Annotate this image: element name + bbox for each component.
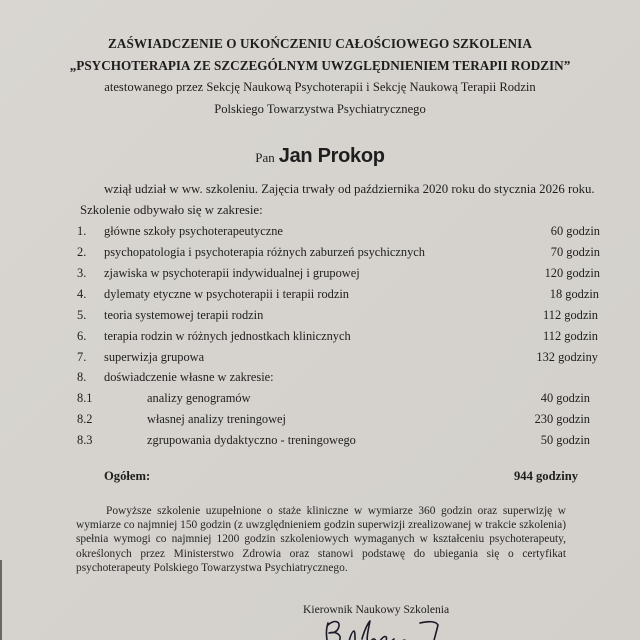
item-hours: 70 godzin (550, 245, 600, 259)
certificate-title: ZAŚWIADCZENIE O UKOŃCZENIU CAŁOŚCIOWEGO SZKOLENIA (107, 36, 533, 51)
item-number: 1. (77, 224, 87, 238)
item-number: 8.1 (77, 391, 93, 405)
curriculum-subitem (0, 412, 640, 432)
item-hours: 50 godzin (540, 433, 590, 447)
item-number: 8.3 (77, 433, 93, 447)
handwritten-signature (320, 617, 450, 640)
recipient-line (0, 145, 640, 168)
item-hours: 18 godzin (549, 287, 599, 301)
item-number: 3. (77, 266, 87, 280)
curriculum-item (0, 245, 640, 265)
item-hours: 112 godzin (543, 329, 598, 343)
item-hours: 120 godzin (544, 266, 600, 280)
curriculum-subitem (0, 391, 640, 411)
curriculum-item (0, 224, 640, 244)
item-number: 8. (77, 370, 87, 384)
item-number: 6. (77, 329, 87, 343)
curriculum-item (0, 266, 640, 286)
curriculum-item (0, 350, 640, 370)
total-label: Ogółem: (104, 469, 151, 483)
item-number: 8.2 (77, 412, 93, 426)
item-number: 2. (77, 245, 87, 259)
curriculum-item (0, 308, 640, 328)
accreditation-organization: Polskiego Towarzystwa Psychiatrycznego (214, 102, 426, 116)
item-label: psychopatologia i psychoterapia różnych zaburzeń psychicznych (104, 245, 426, 259)
curriculum-item (0, 370, 640, 390)
item-label: superwizja grupowa (104, 350, 205, 364)
item-label: zjawiska w psychoterapii indywidualnej i grupowej (104, 266, 360, 280)
item-hours: 230 godzin (534, 412, 590, 426)
item-number: 4. (77, 287, 87, 301)
item-label: dylematy etyczne w psychoterapii i terapii rodzin (104, 287, 349, 301)
item-label: analizy genogramów (147, 391, 251, 405)
item-hours: 40 godzin (540, 391, 590, 405)
item-number: 7. (77, 350, 87, 364)
item-label: zgrupowania dydaktyczno - treningowego (147, 433, 356, 447)
item-hours: 60 godzin (550, 224, 600, 238)
curriculum-subitem (0, 433, 640, 453)
item-label: terapia rodzin w różnych jednostkach klinicznych (104, 329, 351, 343)
curriculum-item (0, 287, 640, 307)
certification-note-text: Powyższe szkolenie uzupełnione o staże kliniczne w wymiarze 360 godzin oraz superwizję w wymiarze co najmniej 150 godzin (z uwzględnieniem godzin superwizji zrealizowanej w trakcie szkolenia) spełnia wymogi co najmniej 1200 godzin szkoleniowych wymaganych w kształceniu psychoterapeuty, określonych przez Ministerstwo Zdrowia oraz stanowi podstawę do ubiegania się o certyfikat psychoterapeuty Polskiego Towarzystwa Psychiatrycznego. (76, 505, 566, 574)
curriculum-item (0, 329, 640, 349)
item-label: teoria systemowej terapii rodzin (104, 308, 264, 322)
recipient-name: Jan Prokop (278, 145, 385, 167)
item-label: doświadczenie własne w zakresie: (104, 370, 274, 384)
training-program-title: „PSYCHOTERAPIA ZE SZCZEGÓLNYM UWZGLĘDNIENIEM TERAPII RODZIN” (69, 58, 571, 73)
accreditation-line: atestowanego przez Sekcję Naukową Psychoterapii i Sekcję Naukową Terapii Rodzin (104, 80, 536, 94)
item-number: 5. (77, 308, 87, 322)
scope-label: Szkolenie odbywało się w zakresie: (80, 203, 263, 217)
recipient-prefix: Pan (255, 150, 275, 165)
signer-title: Kierownik Naukowy Szkolenia (303, 603, 450, 616)
item-hours: 112 godzin (543, 308, 598, 322)
certification-note (76, 504, 566, 575)
participation-statement: wziął udział w ww. szkoleniu. Zajęcia trwały od października 2020 roku do stycznia 2026 roku. (104, 182, 595, 196)
page-edge-shadow (0, 560, 2, 640)
item-hours: 132 godziny (536, 350, 598, 364)
total-hours: 944 godziny (513, 469, 578, 483)
item-label: własnej analizy treningowej (147, 412, 287, 426)
item-label: główne szkoły psychoterapeutyczne (104, 224, 283, 238)
